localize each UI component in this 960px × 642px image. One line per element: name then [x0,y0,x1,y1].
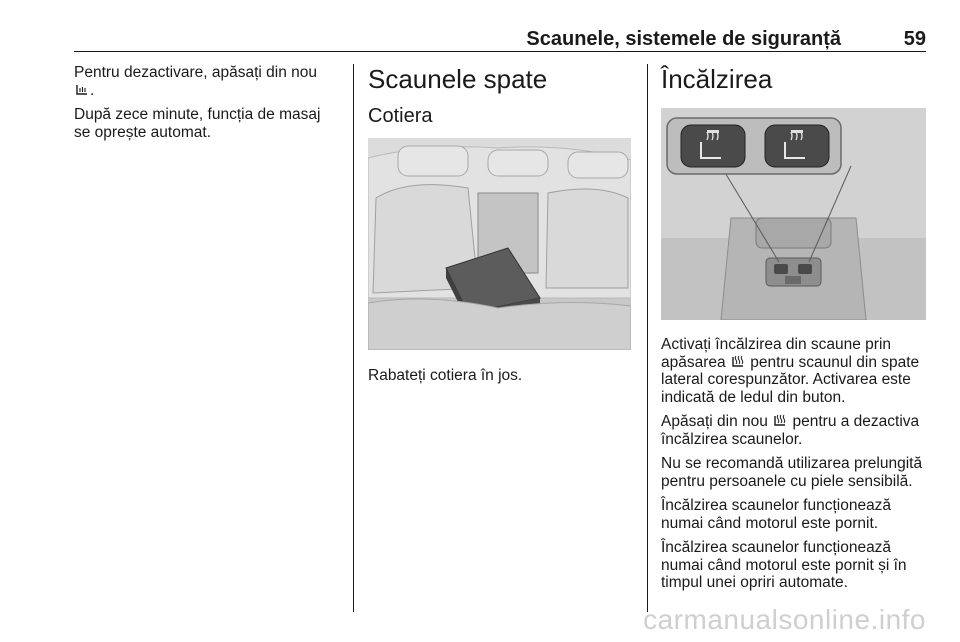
paragraph: Nu se recomandă utilizarea prelungită pentru persoanele cu piele sensibilă. [661,455,923,490]
heated-seat-icon [772,414,788,428]
paragraph: Încălzirea scaunelor funcționează numai când motorul este pornit. [661,497,892,532]
section-title: Scaunele spate [368,64,548,94]
chapter-title: Scaunele, sistemele de siguranță [526,28,841,50]
page-number: 59 [903,28,926,50]
column-1 [74,64,336,148]
massage-seat-icon [74,83,90,97]
paragraph [661,413,926,448]
column-divider-2 [647,64,648,612]
paragraph-text: Apăsați din nou [661,413,768,430]
paragraph-text: Activați încălzirea din scaune prin apăsarea [661,336,892,371]
paragraph: Încălzirea scaunelor funcționează numai când motorul este pornit și în timpul unei opriri automate. [661,539,907,591]
section-title: Încălzirea [661,64,773,94]
subsection-title: Cotiera [368,105,433,127]
column-2 [368,64,633,392]
paragraph: După zece minute, funcția de masaj se oprește automat. [74,106,321,141]
paragraph-end: . [90,81,95,99]
armrest-illustration [368,138,631,350]
column-3 [661,64,926,599]
watermark: carmanualsonline.info [643,604,926,635]
paragraph [74,64,336,99]
figure-caption: Rabateți cotiera în jos. [368,367,523,384]
heated-seat-icon [730,355,746,369]
heated-seats-illustration [661,108,926,320]
column-divider-1 [353,64,354,612]
header-divider [74,51,926,52]
paragraph-text: pentru a dezactiva încălzirea scaunelor. [661,413,920,448]
paragraph-text: Pentru dezactivare, apăsați din nou [74,64,317,81]
paragraph-text: pentru scaunul din spate lateral corespunzător. Activarea este indicată de ledul din buton. [661,353,920,406]
paragraph [661,336,926,406]
